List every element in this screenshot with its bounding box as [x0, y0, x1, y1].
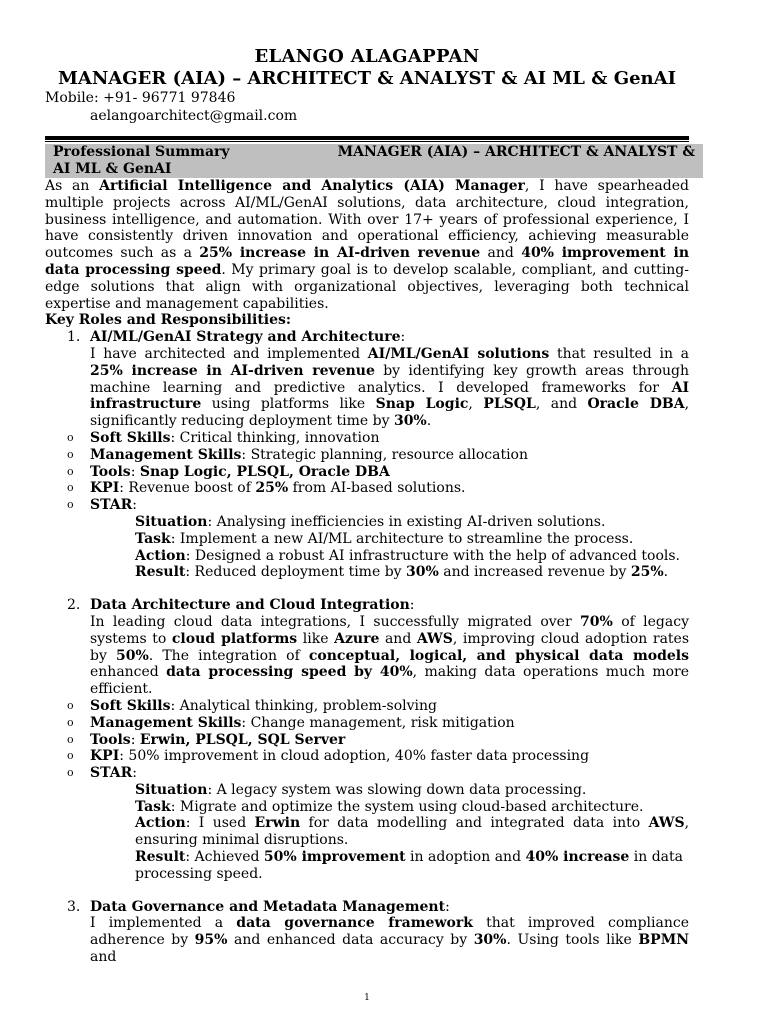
bullet-icon: o [67, 447, 74, 461]
star-block-2 [45, 782, 689, 883]
list-item: o Tools: Snap Logic, PLSQL, Oracle DBA [67, 463, 390, 480]
list-item: o Soft Skills: Analytical thinking, problem-solving [67, 697, 437, 714]
bullet-icon: o [67, 766, 74, 780]
item-1-details [45, 430, 689, 514]
email-address: aelangoarchitect@gmail.com [90, 108, 298, 124]
star-action: Action: I used Erwin for data modelling and integrated data into AWS, ensuring minimal disruptions. [135, 815, 690, 849]
list-item: o Tools: Erwin, PLSQL, SQL Server [67, 731, 346, 748]
header-divider [45, 136, 689, 140]
bullet-icon: o [67, 749, 74, 763]
item-title: Data Governance and Metadata Management: [90, 898, 450, 915]
star-action: Action: Designed a robust AI infrastructure with the help of advanced tools. [135, 547, 681, 564]
star-task: Task: Migrate and optimize the system using cloud-based architecture. [135, 798, 644, 815]
page-number: 1 [364, 993, 370, 1003]
star-situation: Situation: A legacy system was slowing down data processing. [135, 781, 587, 798]
star-result: Result: Achieved 50% improvement in adoption and 40% increase in data processing speed. [135, 849, 683, 882]
summary-heading-role: MANAGER (AIA) – ARCHITECT & ANALYST & [337, 144, 695, 160]
summary-paragraph: As an Artificial Intelligence and Analytics (AIA) Manager, I have spearheaded multiple projects across AI/ML/GenAI solutions, data architecture, cloud integration, business intelligence, and automation. With over 17+ years of professional experience, I have consistently driven innovation and operational efficiency, achieving measurable outcomes such as a 25% increase in AI-driven revenue and 40% improvement in data processing speed. My primary goal is to develop scalable, compliant, and cutting-edge solutions that align with organizational objectives, leveraging both technical expertise and management capabilities. [45, 178, 690, 312]
bullet-icon: o [67, 464, 74, 478]
candidate-name: ELANGO ALAGAPPAN [254, 46, 480, 67]
summary-heading-bar [45, 144, 703, 178]
star-task: Task: Implement a new AI/ML architecture to streamline the process. [135, 530, 634, 547]
bullet-icon: o [67, 732, 74, 746]
spacer [45, 883, 689, 899]
bullet-icon: o [67, 715, 74, 729]
list-item: o KPI: Revenue boost of 25% from AI-based solutions. [67, 480, 466, 497]
star-result: Result: Reduced deployment time by 30% and increased revenue by 25%. [135, 564, 669, 581]
list-item: o Management Skills: Strategic planning, resource allocation [67, 446, 528, 463]
summary-heading-label: Professional Summary [53, 144, 230, 160]
role-item-3 [45, 899, 689, 966]
list-item: o STAR: [67, 497, 137, 514]
summary-heading-role-cont: AI ML & GenAI [53, 161, 172, 177]
bullet-icon: o [67, 698, 74, 712]
bullet-icon: o [67, 481, 74, 495]
candidate-title: MANAGER (AIA) – ARCHITECT & ANALYST & AI ML & GenAI [57, 68, 677, 89]
item-description: I have architected and implemented AI/ML/GenAI solutions that resulted in a 25% increase in AI-driven revenue by identifying key growth areas through machine learning and predictive analytics. I developed frameworks for AI infrastructure using platforms like Snap Logic, PLSQL, and Oracle DBA, significantly reducing deployment time by 30%. [90, 345, 690, 430]
role-item-1 [45, 329, 689, 430]
spacer [45, 581, 689, 597]
item-number: 3. [67, 898, 81, 915]
star-block-1 [45, 514, 689, 581]
role-item-2 [45, 597, 689, 698]
key-roles-heading: Key Roles and Responsibilities: [45, 312, 292, 329]
bullet-icon: o [67, 430, 74, 444]
item-description: In leading cloud data integrations, I successfully migrated over 70% of legacy systems to cloud platforms like Azure and AWS, improving cloud adoption rates by 50%. The integration of conceptual, logical, and physical data models enhanced data processing speed by 40%, making data operations much more efficient. [90, 613, 690, 698]
header-divider-thin [45, 141, 689, 142]
item-number: 1. [67, 329, 81, 346]
item-number: 2. [67, 597, 81, 614]
list-item: o Soft Skills: Critical thinking, innovation [67, 429, 380, 446]
bullet-icon: o [67, 498, 74, 512]
list-item: o STAR: [67, 765, 137, 782]
star-situation: Situation: Analysing inefficiencies in existing AI-driven solutions. [135, 513, 606, 530]
list-item: o Management Skills: Change management, risk mitigation [67, 714, 515, 731]
mobile-number: Mobile: +91- 96771 97846 [45, 90, 236, 106]
item-description: I implemented a data governance framework that improved compliance adherence by 95% and enhanced data accuracy by 30%. Using tools like BPMN and [90, 915, 689, 966]
resume-body [45, 178, 689, 966]
item-title: AI/ML/GenAI Strategy and Architecture: [90, 329, 406, 346]
item-2-details [45, 698, 689, 782]
item-title: Data Architecture and Cloud Integration: [90, 597, 415, 614]
list-item: o KPI: 50% improvement in cloud adoption, 40% faster data processing [67, 748, 590, 765]
